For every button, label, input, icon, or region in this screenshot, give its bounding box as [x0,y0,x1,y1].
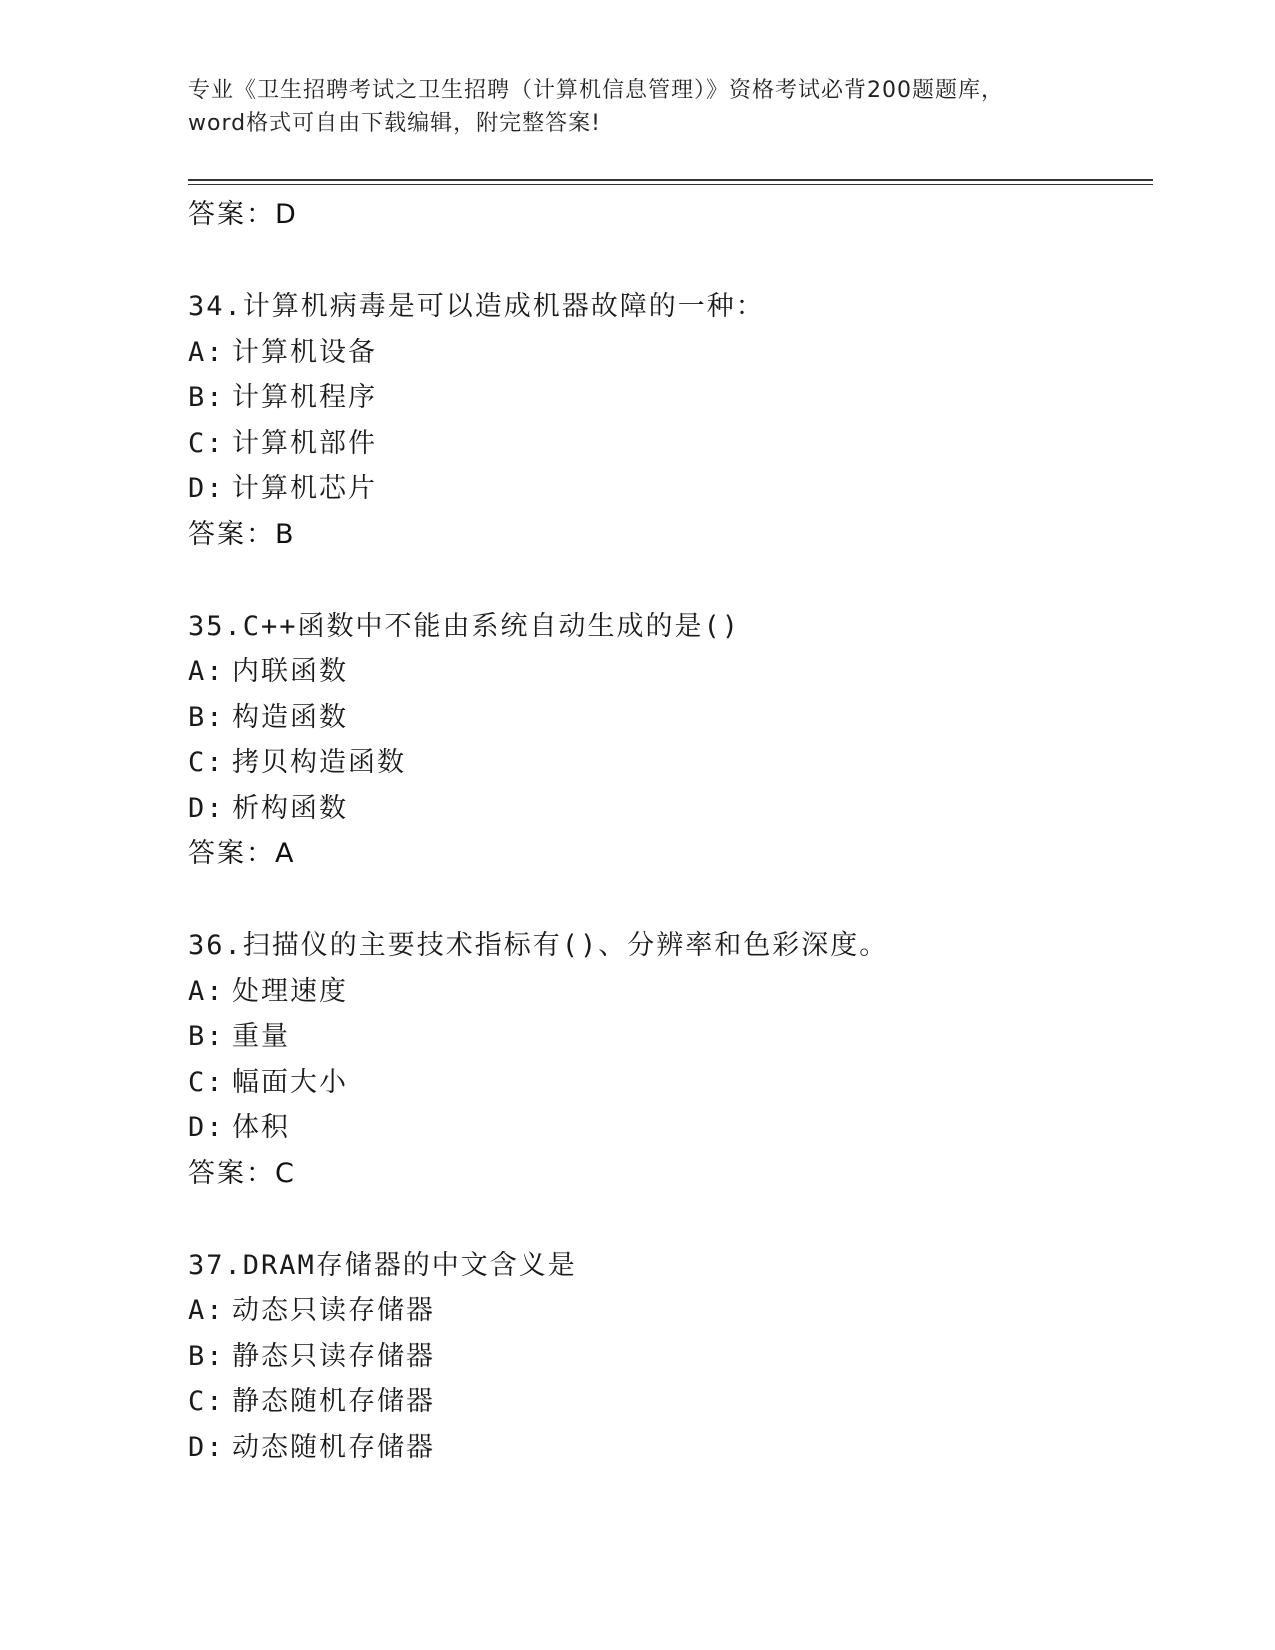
option-text: 计算机设备 [232,336,377,368]
header-divider-thin [188,184,1153,185]
answer-line: 答案：A [188,838,296,869]
option-key: D: [188,1431,225,1463]
option-text: 计算机部件 [232,427,377,459]
option-text: 重量 [232,1021,290,1052]
option-b [188,1334,1148,1380]
question-block [188,604,1148,877]
option-key: A: [188,656,225,687]
option-text: 幅面大小 [232,1066,348,1098]
option-key: C: [188,1386,225,1417]
header-line-1: 专业《卫生招聘考试之卫生招聘（计算机信息管理）》资格考试必背200题题库， [188,78,1004,103]
option-key: B: [188,382,225,413]
option-c [188,421,1148,467]
option-text: 动态随机存储器 [232,1431,435,1463]
option-a [188,969,1148,1015]
option-key: D: [188,473,225,504]
option-key: C: [188,427,225,459]
header-line-2: word格式可自由下载编辑，附完整答案! [188,111,601,136]
option-b [188,695,1148,741]
option-text: 动态只读存储器 [232,1295,435,1326]
previous-answer: 答案：D [188,199,298,230]
option-b [188,375,1148,421]
option-text: 静态只读存储器 [232,1340,435,1372]
document-header [188,74,1088,140]
option-d [188,786,1148,832]
question-title: 37.DRAM存储器的中文含义是 [188,1249,577,1281]
option-d [188,466,1148,512]
option-c [188,740,1148,786]
question-list [188,192,1148,1470]
option-text: 计算机芯片 [232,473,377,504]
option-c [188,1379,1148,1425]
question-block [188,284,1148,557]
question-title: 36.扫描仪的主要技术指标有()、分辨率和色彩深度。 [188,930,889,961]
option-key: D: [188,792,225,824]
option-key: D: [188,1112,225,1143]
option-text: 计算机程序 [232,382,377,413]
option-d [188,1105,1148,1151]
option-key: A: [188,975,225,1007]
answer-line: 答案：C [188,1157,296,1189]
option-key: B: [188,1340,225,1372]
option-a [188,649,1148,695]
option-b [188,1014,1148,1060]
option-key: C: [188,747,225,778]
option-key: A: [188,336,225,368]
option-d [188,1425,1148,1471]
option-c [188,1060,1148,1106]
question-title: 34.计算机病毒是可以造成机器故障的一种： [188,291,765,322]
question-block [188,923,1148,1196]
option-text: 静态随机存储器 [232,1386,435,1417]
option-key: B: [188,701,225,733]
header-divider-thick [188,179,1153,181]
option-a [188,1288,1148,1334]
option-key: B: [188,1021,225,1052]
option-a [188,330,1148,376]
option-text: 体积 [232,1112,290,1143]
option-text: 内联函数 [232,656,348,687]
option-key: C: [188,1066,225,1098]
answer-line: 答案：B [188,518,296,550]
question-block [188,1243,1148,1471]
option-key: A: [188,1295,225,1326]
option-text: 构造函数 [232,701,348,733]
option-text: 处理速度 [232,975,348,1007]
question-title: 35.C++函数中不能由系统自动生成的是() [188,610,741,642]
option-text: 析构函数 [232,792,348,824]
option-text: 拷贝构造函数 [232,747,406,778]
